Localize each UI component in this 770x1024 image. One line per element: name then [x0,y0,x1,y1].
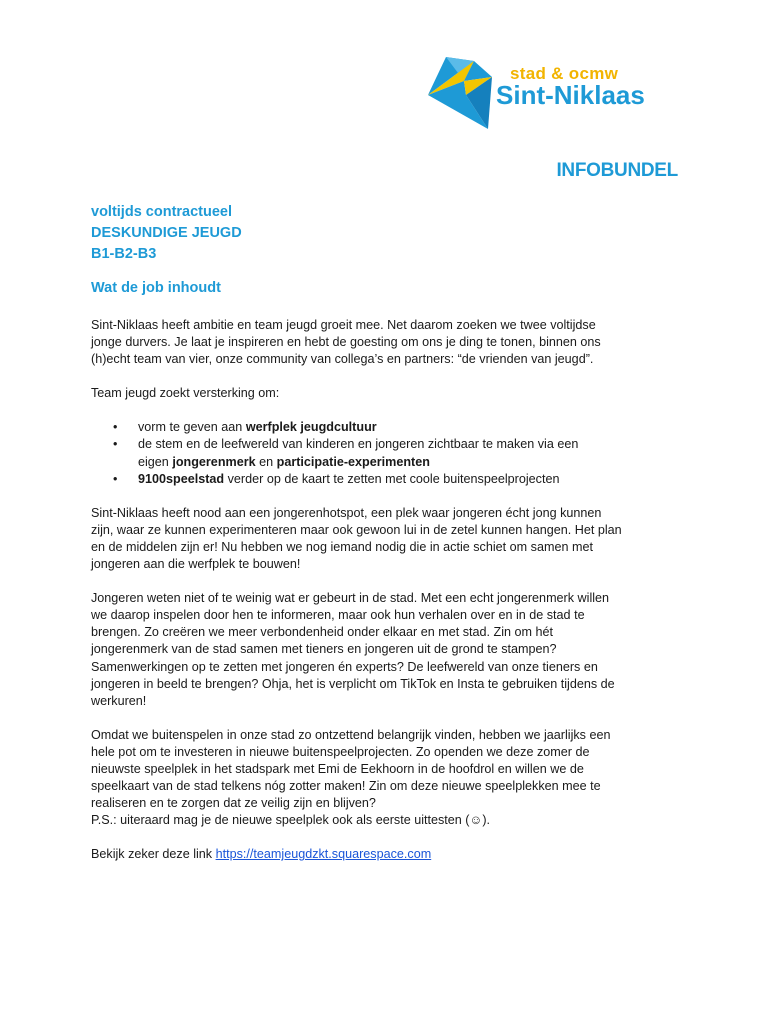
contract-type: voltijds contractueel [91,204,233,220]
document-title: INFOBUNDEL [556,160,678,181]
text-line: realiseren en te zorgen dat ze veilig zijn en blijven? [91,796,376,811]
logo-subtitle: stad & ocmw [510,64,619,83]
text-line: hele pot om te investeren in nieuwe buitenspeelprojecten. Zo openden we deze zomer de [91,744,590,759]
text-line: zijn, waar ze kunnen experimenteren maar ook gewoon lui in de zetel kunnen hangen. Het plan [91,522,622,537]
text-line: Samenwerkingen op te zetten met jongeren én experts? De leefwereld van onze tieners en [91,659,598,674]
job-grade: B1-B2-B3 [91,246,157,262]
text-line: Jongeren weten niet of te weinig wat er gebeurt in de stad. Met een echt jongerenmerk willen [91,591,610,606]
list-item: • 9100speelstad verder op de kaart te zetten met coole buitenspeelprojecten [138,471,681,488]
text-line: brengen. Zo creëren we meer verbondenheid onder elkaar en met stad. Zin om hét [91,625,554,640]
text-line: nieuwste speelplek in het stadspark met Emi de Eekhoorn in de hoofdrol en willen we de [91,761,584,776]
text-line: jonge durvers. Je laat je inspireren en hebt de goesting om ons je ding te tonen, binnen ons [91,335,601,350]
text-line: jongeren in beeld te brengen? Ohja, het is verplicht om TikTok en Insta te gebruiken tijdens de [91,676,615,691]
section-title: Wat de job inhoudt [91,280,221,296]
text-line: jongerenmerk van de stad samen met tieners en jongeren uit de grond te stampen? [91,642,557,657]
hotspot-paragraph [91,505,681,573]
body-text [91,317,681,880]
list-item: • de stem en de leefwereld van kinderen en jongeren zichtbaar te maken via een eigen jongerenmerk en participatie-experimenten [113,437,579,469]
logo [426,55,686,131]
text-line: werkuren! [91,693,147,708]
bullet-icon: • [113,420,118,435]
link-paragraph: Bekijk zeker deze link https://teamjeugdzkt.squarespace.com [91,847,432,862]
text-line: Omdat we buitenspelen in onze stad zo ontzettend belangrijk vinden, hebben we jaarlijks een [91,727,611,742]
task-list [91,419,681,487]
job-heading [91,202,242,265]
text-line: Sint-Niklaas heeft nood aan een jongerenhotspot, een plek waar jongeren écht jong kunnen [91,505,602,520]
intro-paragraph [91,317,681,368]
bullet-icon: • [113,471,118,486]
buitenspelen-paragraph [91,727,681,830]
text-line: speelkaart van de stad telkens nóg zotter maken! Zin om deze nieuwe speelplekken mee te [91,779,601,794]
text-line: (h)echt team van vier, onze community van collega’s en partners: “de vrienden van jeugd”. [91,352,594,367]
text-line: jongeren aan die werfplek te bouwen! [91,557,301,572]
sint-niklaas-logo-icon [426,55,494,131]
text-line: en de middelen zijn er! Nu hebben we nog iemand nodig die in actie schiet om samen met [91,539,593,554]
text-line: P.S.: uiteraard mag je de nieuwe speelplek ook als eerste uittesten (☺). [91,813,491,828]
list-item: • vorm te geven aan werfplek jeugdcultuur [138,419,681,436]
text-line: Sint-Niklaas heeft ambitie en team jeugd groeit mee. Net daarom zoeken we twee voltijdse [91,318,596,332]
team-paragraph: Team jeugd zoekt versterking om: [91,386,280,401]
jongerenmerk-paragraph [91,590,681,710]
logo-title: Sint-Niklaas [496,80,645,110]
text-line: we daarop inspelen door hen te informeren, maar ook hun verhalen over en in de stad te [91,608,585,623]
bullet-icon: • [113,437,118,452]
website-link[interactable]: https://teamjeugdzkt.squarespace.com [215,847,432,862]
job-title: DESKUNDIGE JEUGD [91,225,242,241]
